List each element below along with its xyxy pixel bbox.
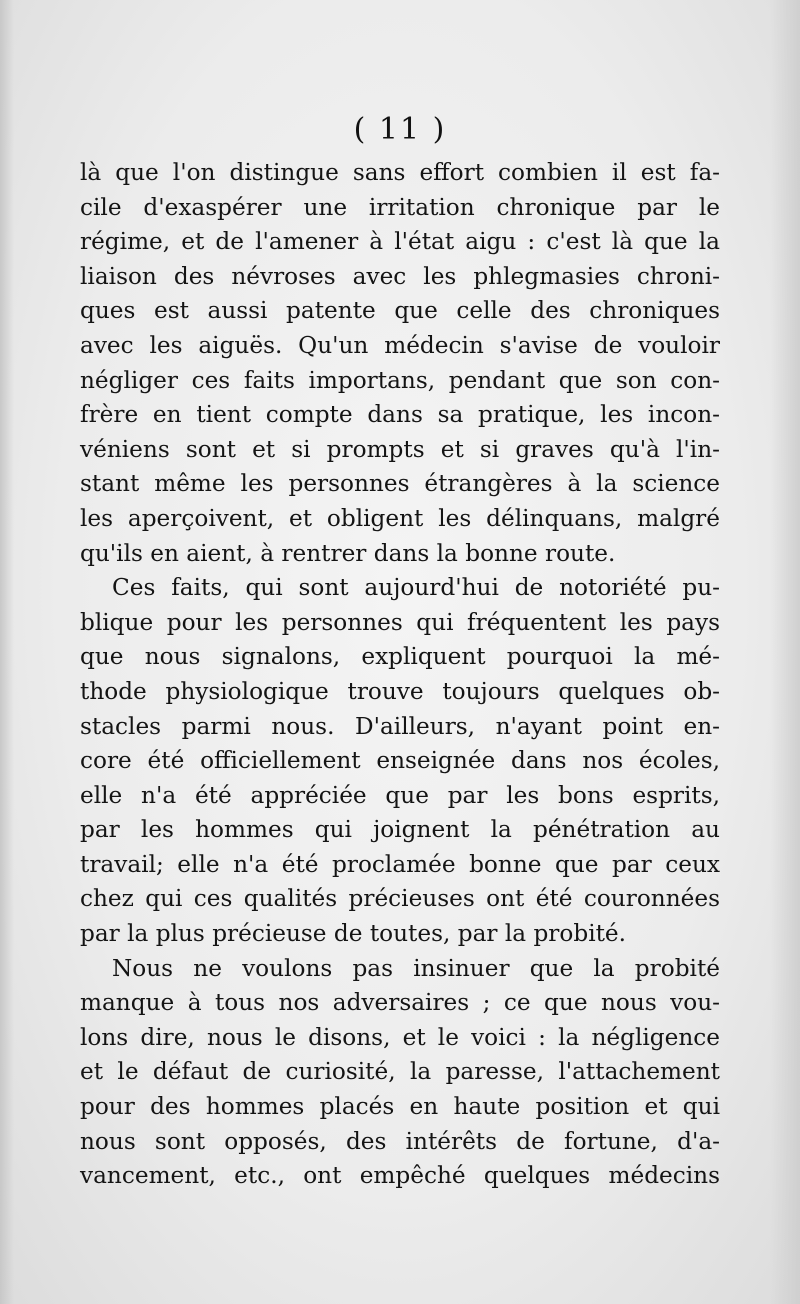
text-line: et le défaut de curiosité, la paresse, l'attachement xyxy=(80,1058,720,1086)
paragraph-end-line: par la plus précieuse de toutes, par la probité. xyxy=(80,920,627,948)
text-line: cile d'exaspérer une irritation chronique par le xyxy=(80,193,720,221)
page-edge-shadow-right xyxy=(770,0,800,1304)
text-line: nous sont opposés, des intérêts de fortune, d'a- xyxy=(80,1127,720,1155)
text-line: là que l'on distingue sans effort combien il est fa- xyxy=(80,159,720,186)
text-line: core été officiellement enseignée dans nos écoles, xyxy=(80,747,720,775)
text-line: stant même les personnes étrangères à la science xyxy=(80,470,720,498)
text-line: les aperçoivent, et obligent les délinquans, malgré xyxy=(80,504,720,532)
text-line: véniens sont et si prompts et si graves qu'à l'in- xyxy=(80,435,720,463)
text-line: manque à tous nos adversaires ; ce que nous vou- xyxy=(80,989,720,1017)
paragraph-start-line: Ces faits, qui sont aujourd'hui de notoriété pu- xyxy=(112,574,720,602)
text-line: que nous signalons, expliquent pourquoi la mé- xyxy=(80,643,720,671)
page-edge-shadow-left xyxy=(0,0,14,1304)
paragraph-end-line: qu'ils en aient, à rentrer dans la bonne route. xyxy=(80,539,616,567)
text-line: négliger ces faits importans, pendant que son con- xyxy=(80,366,720,394)
text-line: travail; elle n'a été proclamée bonne que par ceux xyxy=(80,850,720,878)
text-line: régime, et de l'amener à l'état aigu : c'est là que la xyxy=(80,228,720,256)
text-line: frère en tient compte dans sa pratique, les incon- xyxy=(80,401,720,429)
text-line: liaison des névroses avec les phlegmasies chroni- xyxy=(80,262,720,290)
text-line: thode physiologique trouve toujours quelques ob- xyxy=(80,677,720,705)
body-text xyxy=(80,156,720,1194)
text-line: pour des hommes placés en haute position et qui xyxy=(80,1093,720,1121)
text-line: ques est aussi patente que celle des chroniques xyxy=(80,297,720,325)
text-line: blique pour les personnes qui fréquentent les pays xyxy=(80,608,720,636)
text-line: elle n'a été appréciée que par les bons esprits, xyxy=(80,781,720,809)
text-line: vancement, etc., ont empêché quelques médecins xyxy=(80,1162,720,1190)
text-line: par les hommes qui joignent la pénétration au xyxy=(80,816,720,844)
text-line: lons dire, nous le disons, et le voici : la négligence xyxy=(80,1023,720,1051)
paragraph-start-line: Nous ne voulons pas insinuer que la probité xyxy=(112,954,720,982)
text-line: avec les aiguës. Qu'un médecin s'avise de vouloir xyxy=(80,331,720,359)
page-number: ( 11 ) xyxy=(353,112,447,147)
text-line: stacles parmi nous. D'ailleurs, n'ayant point en- xyxy=(80,712,720,740)
text-line: chez qui ces qualités précieuses ont été couronnées xyxy=(80,885,720,913)
